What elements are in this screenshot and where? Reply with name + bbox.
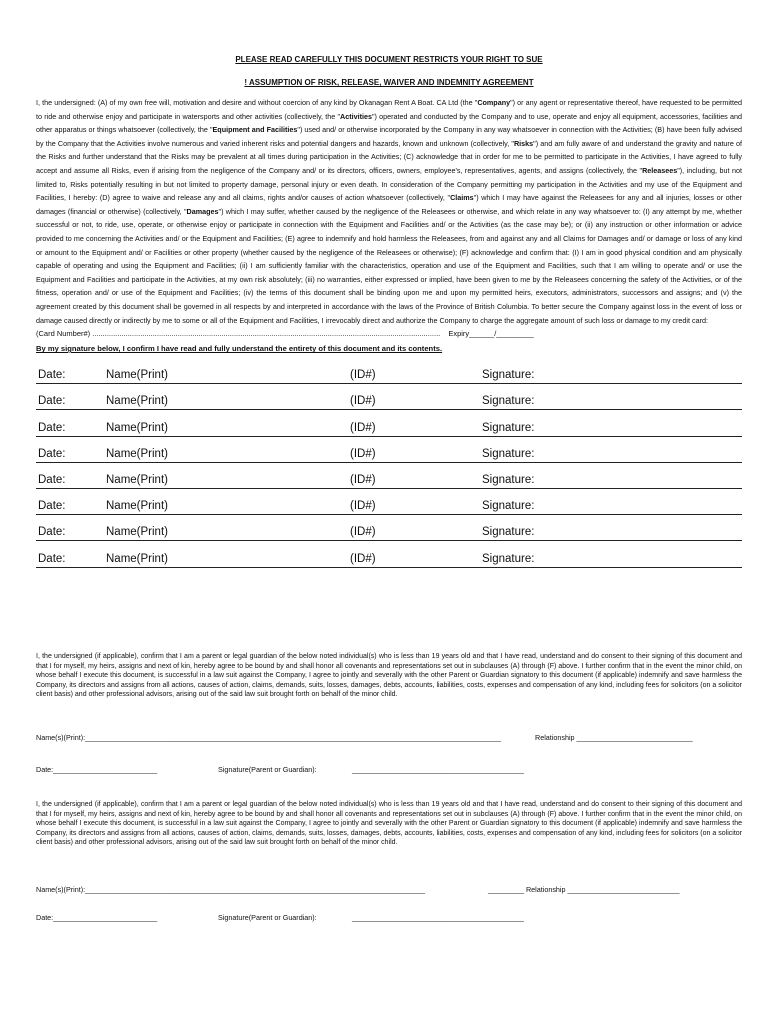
date-label: Date:	[38, 474, 66, 487]
signature-label: Signature:	[482, 500, 535, 513]
signature-row[interactable]	[36, 489, 742, 515]
guardian-2-signature-field[interactable]: ___________________________________________	[352, 913, 524, 922]
date-label: Date:	[38, 421, 66, 434]
signature-row[interactable]	[36, 358, 742, 384]
document-warning-title: PLEASE READ CAREFULLY THIS DOCUMENT RESTRICTS YOUR RIGHT TO SUE	[235, 55, 543, 64]
id-label: (ID#)	[350, 395, 376, 408]
agreement-text-5: ") and am fully aware of and understand the gravity and nature of the Risks and further understand that the Risks may be prevalent at all times during participation in the Activities; (C) acknowledge that in order for me to be permitted to participate in the Activities, I have agreed to fully accept and assume all Risks, even if arising from the negligence of the Company and/ or its directors, officers, owners, employee's, representatives, agents, and assigns (collectively, the "	[36, 138, 742, 175]
signature-row[interactable]	[36, 541, 742, 567]
guardian-2-names-field[interactable]: Name(s)(Print):_____________________________________________________________________________________	[36, 885, 425, 894]
term-equipment: Equipment and Facilities	[212, 125, 298, 135]
id-label: (ID#)	[350, 447, 376, 460]
name-print-label: Name(Print)	[106, 447, 168, 460]
term-company: Company	[477, 98, 511, 107]
signature-row[interactable]	[36, 437, 742, 463]
signature-row[interactable]	[36, 515, 742, 541]
id-label: (ID#)	[350, 474, 376, 487]
guardian-1-names-field[interactable]: Name(s)(Print):________________________________________________________________________________________________________	[36, 733, 501, 742]
signature-label: Signature:	[482, 369, 535, 382]
agreement-title: ! ASSUMPTION OF RISK, RELEASE, WAIVER AND INDEMNITY AGREEMENT	[244, 78, 534, 87]
name-print-label: Name(Print)	[106, 369, 168, 382]
agreement-text-2: ") or any agent or representative thereof, have requested to be permitted to ride and otherwise enjoy and participate in watersports and other activities (collectively, the "	[36, 98, 742, 121]
agreement-text-6: "), including, but not limited to, Risks potentially resulting in but not limited to property damage, personal injury or even death. In consideration of the Company permitting my participation in the Activities and my use of the Equipment and Facilities, I hereby: (D) agree to waive and release any and all claims, rights and/or causes of action whatsoever (collectively, "	[36, 165, 742, 203]
id-label: (ID#)	[350, 421, 376, 434]
signature-label: Signature:	[482, 474, 535, 487]
guardian-1-signature-label: Signature(Parent or Guardian):	[218, 765, 317, 774]
agreement-text-7: ") which I may have against the Releasees for any and all injuries, losses or other damages (financial or otherwise) (collectively, "	[36, 193, 743, 216]
guardian-1-date-field[interactable]: Date:__________________________	[36, 765, 158, 774]
term-releasees: Releasees	[642, 165, 678, 175]
agreement-text-3: ") operated and conducted by the Company and to use, operate and enjoy all equipment, accessories, facilities and other apparatus or things whatsoever (collectively, the "	[36, 111, 742, 135]
term-activities: Activities	[340, 111, 372, 121]
agreement-body	[36, 96, 742, 327]
agreement-text-8: ") which I may suffer, whether caused by the negligence of the Releasees or otherwise, and which relate in any way whatsoever to: (I) any attempt by me, whether successful or not, to ride, use, operate, or otherwise enjoy or participate in connection with the Equipment and Facilities and/ or the Activities (as the case may be); or (ii) any instruction or other information or advice provided to me concerning the Activities and/ or the Equipment and Facilities; (E) agree to indemnify and hold harmless the Releasees, from and against any and all Claims for Damages and/ or damage or loss of any kind or amount to the Equipment and/ or Facilities or other property (whether caused by the negligence of the Releasees or otherwise); (F) acknowledge and confirm that: (I) I am in good physical condition and am physically capable of operating and using the Equipment and Facilities; (ii) I am sufficiently familiar with the characteristics, operation and use of the Equipment and Facilities, such that I am willing to operate and/ or use the Equipment and Facilities and participate in the Activities, at my own risk absolutely; (iii) no warranties, either expressed or implied, have been given to me by the Releasees concerning the safety of the Activities, or of the fitness, operation and/ or use of the Equipment and Facilities; (iv) the terms of this document shall be binding upon me and upon my permitted heirs, executors, administrators, successors and assigns; and (v) the agreement created by this document shall be governed in all respects by and interpreted in accordance with the laws of the Province of British Columbia. To better secure the Company against loss in the event of loss or damage caused directly or indirectly by me to some or all of the Equipment and Facilities, I irrevocably direct and authorize the Company to charge the aggregate amount of such loss or damage to my credit card:	[36, 206, 742, 325]
agreement-text-1: I, the undersigned: (A) of my own free will, motivation and desire and without coercion of any kind by Okanagan Rent A Boat. CA Ltd (the "	[36, 98, 478, 107]
signature-row[interactable]	[36, 384, 742, 410]
term-risks: Risks	[513, 138, 534, 148]
id-label: (ID#)	[350, 526, 376, 539]
agreement-text-4: ") used and/ or otherwise incorporated by the Company in any way whatsoever in connection with the Activities; (B) have been fully advised by the Company that the Activities involve numerous and varied inherent risks and potential dangers and hazards, known and unknown (collectively, "	[36, 125, 742, 148]
expiry-field[interactable]: Expiry______/_________	[448, 329, 534, 339]
signature-label: Signature:	[482, 421, 535, 434]
guardian-2-relationship-field[interactable]: _________ Relationship ____________________________	[488, 885, 680, 894]
signature-heading: By my signature below, I confirm I have read and fully understand the entirety of this document and its contents.	[36, 344, 443, 354]
name-print-label: Name(Print)	[106, 421, 168, 434]
card-number-line	[36, 328, 742, 339]
signature-label: Signature:	[482, 447, 535, 460]
term-damages: Damages	[186, 206, 219, 216]
card-number-field[interactable]: (Card Number#) .......................................................................................................................................................................	[36, 329, 441, 339]
date-label: Date:	[38, 526, 66, 539]
signature-row[interactable]	[36, 463, 742, 489]
signature-label: Signature:	[482, 395, 535, 408]
guardian-2-signature-label: Signature(Parent or Guardian):	[218, 913, 317, 922]
name-print-label: Name(Print)	[106, 552, 168, 565]
date-label: Date:	[38, 395, 66, 408]
guardian-section-2	[36, 800, 742, 848]
name-print-label: Name(Print)	[106, 526, 168, 539]
guardian-1-relationship-field[interactable]: Relationship _____________________________	[535, 733, 693, 742]
date-label: Date:	[38, 447, 66, 460]
id-label: (ID#)	[350, 500, 376, 513]
guardian-consent-text: I, the undersigned (if applicable), confirm that I am a parent or legal guardian of the below noted individual(s) who is less than 19 years old and that I have read, understand and do consent to their signing of this document and that I for myself, my heirs, assigns and next of kin, hereby agree to be bound by and shall honor all covenants and representations set out in subclauses (A) through (F) above. I further confirm that in the event the minor child, on whose behalf I execute this document, is successful in a law suit against the Company, I agree to jointly and severally with the other Parent or Guardian signatory to this document (if applicable) indemnify and save harmless the Company, its directors and assigns from all actions, causes of action, claims, demands, suits, losses, damages, debts, accounts, liabilities, costs, expenses and compensation of any kind, including fees for solicitors (on a solicitor client basis) and other professional advisors, arising out of the said law suit brought forth on behalf of the minor child.	[36, 653, 742, 699]
id-label: (ID#)	[350, 369, 376, 382]
date-label: Date:	[38, 552, 66, 565]
signature-rows	[36, 358, 742, 568]
date-label: Date:	[38, 369, 66, 382]
name-print-label: Name(Print)	[106, 500, 168, 513]
signature-label: Signature:	[482, 526, 535, 539]
guardian-2-date-field[interactable]: Date:__________________________	[36, 913, 158, 922]
guardian-1-signature-field[interactable]: ___________________________________________	[352, 765, 524, 774]
guardian-section-1	[36, 652, 742, 700]
waiver-document	[36, 54, 742, 568]
guardian-consent-text: I, the undersigned (if applicable), confirm that I am a parent or legal guardian of the below noted individual(s) who is less than 19 years old and that I have read, understand and do consent to their signing of this document and that I for myself, my heirs, assigns and next of kin, hereby agree to be bound by and shall honor all covenants and representations set out in subclauses (A) through (F) above. I further confirm that in the event the minor child, on whose behalf I execute this document, is successful in a law suit against the Company, I agree to jointly and severally with the other Parent or Guardian signatory to this document (if applicable) indemnify and save harmless the Company, its directors and assigns from all actions, causes of action, claims, demands, suits, losses, damages, debts, accounts, liabilities, costs, expenses and compensation of any kind, including fees for solicitors (on a solicitor client basis) and other professional advisors, arising out of the said law suit brought forth on behalf of the minor child.	[36, 801, 742, 847]
date-label: Date:	[38, 500, 66, 513]
term-claims: Claims	[450, 193, 474, 203]
name-print-label: Name(Print)	[106, 395, 168, 408]
name-print-label: Name(Print)	[106, 474, 168, 487]
signature-label: Signature:	[482, 552, 535, 565]
signature-row[interactable]	[36, 410, 742, 436]
id-label: (ID#)	[350, 552, 376, 565]
